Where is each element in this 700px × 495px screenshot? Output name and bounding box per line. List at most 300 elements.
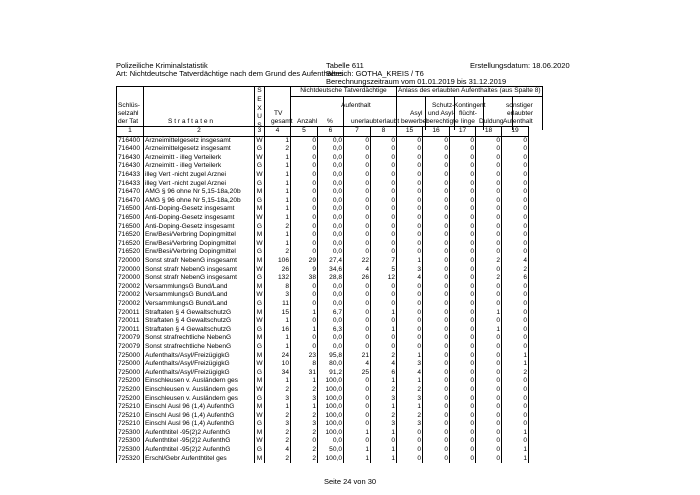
row-schutz: 0 xyxy=(423,214,450,223)
table-row xyxy=(117,180,529,189)
column-index: 7 xyxy=(344,127,371,137)
row-sonstiger: 0 xyxy=(502,180,529,189)
row-count: 0 xyxy=(291,343,318,352)
row-count: 0 xyxy=(291,231,318,240)
row-tv-total: 16 xyxy=(265,326,291,335)
row-asyl: 0 xyxy=(397,429,423,438)
row-offense: AMG § 96 ohne Nr 5,15-18a,20b xyxy=(144,197,255,206)
row-tv-total: 1 xyxy=(265,154,291,163)
row-offense: VersammlungsG Bund/Land xyxy=(144,283,255,292)
row-duldung: 0 xyxy=(476,205,502,214)
row-count: 0 xyxy=(291,197,318,206)
row-duldung: 0 xyxy=(476,437,502,446)
row-unerlaubt: 0 xyxy=(344,154,371,163)
table-row xyxy=(117,257,529,266)
row-erlaubt: 0 xyxy=(371,231,397,240)
row-percent: 100,0 xyxy=(318,394,344,403)
row-percent: 95,8 xyxy=(318,351,344,360)
row-unerlaubt: 0 xyxy=(344,205,371,214)
row-tv-total: 1 xyxy=(265,214,291,223)
row-kontingent: 0 xyxy=(450,455,476,464)
row-sex: G xyxy=(255,369,265,378)
row-sex: G xyxy=(255,180,265,189)
row-duldung: 0 xyxy=(476,171,502,180)
row-sonstiger: 0 xyxy=(502,248,529,257)
row-sonstiger: 0 xyxy=(502,300,529,309)
table-row xyxy=(117,326,529,335)
row-unerlaubt: 0 xyxy=(344,308,371,317)
row-tv-total: 2 xyxy=(265,455,291,464)
row-asyl: 0 xyxy=(397,437,423,446)
row-sex: G xyxy=(255,300,265,309)
row-asyl: 0 xyxy=(397,188,423,197)
col-asyl-label-2: bewerber xyxy=(401,118,429,125)
row-sonstiger: 0 xyxy=(502,377,529,386)
row-kontingent: 0 xyxy=(450,205,476,214)
row-unerlaubt: 26 xyxy=(344,274,371,283)
row-unerlaubt: 4 xyxy=(344,360,371,369)
row-erlaubt: 0 xyxy=(371,145,397,154)
row-unerlaubt: 0 xyxy=(344,223,371,232)
col-asyl-label-1: Asyl xyxy=(410,110,423,117)
row-erlaubt: 3 xyxy=(371,394,397,403)
row-erlaubt: 0 xyxy=(371,437,397,446)
row-schutz: 0 xyxy=(423,197,450,206)
col-offense-label: S t r a f t a t e n xyxy=(168,118,214,125)
row-unerlaubt: 0 xyxy=(344,437,371,446)
row-unerlaubt: 4 xyxy=(344,266,371,275)
row-schutz: 0 xyxy=(423,455,450,464)
row-asyl: 1 xyxy=(397,351,423,360)
row-percent: 0,0 xyxy=(318,154,344,163)
row-asyl: 0 xyxy=(397,154,423,163)
row-key: 716470 xyxy=(117,188,144,197)
row-erlaubt: 5 xyxy=(371,266,397,275)
row-offense: Aufenthtitel -95(2)2 AufenthG xyxy=(144,429,255,438)
row-tv-total: 132 xyxy=(265,274,291,283)
row-duldung: 0 xyxy=(476,266,502,275)
row-sex: M xyxy=(255,455,265,464)
row-asyl: 0 xyxy=(397,231,423,240)
row-percent: 0,0 xyxy=(318,291,344,300)
row-count: 9 xyxy=(291,266,318,275)
row-erlaubt: 0 xyxy=(371,343,397,352)
row-duldung: 0 xyxy=(476,351,502,360)
row-duldung: 0 xyxy=(476,369,502,378)
row-key: 720011 xyxy=(117,326,144,335)
row-count: 0 xyxy=(291,334,318,343)
row-sex: M xyxy=(255,308,265,317)
row-duldung: 0 xyxy=(476,334,502,343)
row-percent: 0,0 xyxy=(318,162,344,171)
row-sonstiger: 0 xyxy=(502,145,529,154)
row-duldung: 0 xyxy=(476,360,502,369)
row-unerlaubt: 0 xyxy=(344,377,371,386)
row-duldung: 2 xyxy=(476,274,502,283)
col-kontingent-label-3: linge xyxy=(461,118,475,125)
row-tv-total: 3 xyxy=(265,291,291,300)
row-unerlaubt: 0 xyxy=(344,403,371,412)
row-sonstiger: 0 xyxy=(502,136,529,145)
row-sonstiger: 0 xyxy=(502,197,529,206)
row-offense: Arzneimitt - illeg Verteilerk xyxy=(144,162,255,171)
row-percent: 0,0 xyxy=(318,248,344,257)
row-unerlaubt: 0 xyxy=(344,214,371,223)
row-duldung: 0 xyxy=(476,386,502,395)
row-key: 725300 xyxy=(117,437,144,446)
row-duldung: 0 xyxy=(476,394,502,403)
row-kontingent: 0 xyxy=(450,136,476,145)
row-count: 2 xyxy=(291,455,318,464)
row-sonstiger: 0 xyxy=(502,205,529,214)
row-sex: W xyxy=(256,239,263,247)
table-row xyxy=(117,377,529,386)
row-offense: VersammlungsG Bund/Land xyxy=(144,291,255,300)
row-count: 0 xyxy=(291,317,318,326)
row-duldung: 0 xyxy=(476,197,502,206)
table-row xyxy=(117,343,529,352)
row-asyl: 3 xyxy=(397,394,423,403)
col-sonstiger-label-1: sonstiger xyxy=(506,102,533,109)
row-count: 0 xyxy=(291,205,318,214)
row-kontingent: 0 xyxy=(450,317,476,326)
row-offense: Straftaten § 4 GewaltschutzG xyxy=(144,308,255,317)
table-row xyxy=(117,136,529,145)
row-count: 8 xyxy=(291,360,318,369)
row-tv-total: 1 xyxy=(265,403,291,412)
row-schutz: 0 xyxy=(423,145,450,154)
row-unerlaubt: 0 xyxy=(344,136,371,145)
row-erlaubt: 2 xyxy=(371,386,397,395)
row-tv-total: 8 xyxy=(265,283,291,292)
row-offense: Aufenthalts/Asyl/FreizügigkG xyxy=(144,369,255,378)
row-asyl: 0 xyxy=(397,317,423,326)
row-duldung: 0 xyxy=(476,231,502,240)
column-index: 8 xyxy=(371,127,397,137)
row-schutz: 0 xyxy=(423,317,450,326)
row-sonstiger: 0 xyxy=(502,386,529,395)
row-sonstiger: 1 xyxy=(502,429,529,438)
row-kontingent: 0 xyxy=(450,403,476,412)
area-label: Bereich: GOTHA_KREIS / T6 xyxy=(326,69,424,78)
table-row xyxy=(117,386,529,395)
row-sex: M xyxy=(255,377,265,386)
row-count: 0 xyxy=(291,136,318,145)
row-duldung: 0 xyxy=(476,214,502,223)
row-erlaubt: 1 xyxy=(371,455,397,464)
report-title: Polizeiliche Kriminalstatistik xyxy=(116,61,208,70)
col-kontingent-label-1: Kontingent xyxy=(454,102,486,109)
row-unerlaubt: 0 xyxy=(344,180,371,189)
row-asyl: 2 xyxy=(397,386,423,395)
row-sex: W xyxy=(256,265,263,273)
row-schutz: 0 xyxy=(423,154,450,163)
row-key: 725300 xyxy=(117,446,144,455)
row-percent: 0,0 xyxy=(318,145,344,154)
row-percent: 0,0 xyxy=(318,343,344,352)
row-tv-total: 34 xyxy=(265,369,291,378)
row-key: 716433 xyxy=(117,171,144,180)
row-sonstiger: 1 xyxy=(502,351,529,360)
row-erlaubt: 7 xyxy=(371,257,397,266)
row-offense: Aufenthtitel -95(2)2 AufenthG xyxy=(144,446,255,455)
col-sonstiger-label-2: erlaubter xyxy=(507,110,534,117)
row-schutz: 0 xyxy=(423,394,450,403)
row-sonstiger: 2 xyxy=(502,369,529,378)
row-schutz: 0 xyxy=(423,334,450,343)
row-erlaubt: 0 xyxy=(371,180,397,189)
row-percent: 0,0 xyxy=(318,205,344,214)
row-offense: Aufenthtitel -95(2)2 AufenthG xyxy=(144,437,255,446)
col-unerlaubt-label: unerlaubt xyxy=(351,118,379,125)
row-count: 0 xyxy=(291,300,318,309)
table-row xyxy=(117,403,529,412)
row-kontingent: 0 xyxy=(450,171,476,180)
row-duldung: 0 xyxy=(476,317,502,326)
row-kontingent: 0 xyxy=(450,300,476,309)
row-sonstiger: 4 xyxy=(502,257,529,266)
row-kontingent: 0 xyxy=(450,369,476,378)
table-row xyxy=(117,291,529,300)
row-kontingent: 0 xyxy=(450,283,476,292)
table-row xyxy=(117,446,529,455)
row-key: 720000 xyxy=(117,266,144,275)
row-erlaubt: 1 xyxy=(371,308,397,317)
row-offense: Straftaten § 4 GewaltschutzG xyxy=(144,326,255,335)
table-row xyxy=(117,197,529,206)
row-count: 1 xyxy=(291,377,318,386)
row-tv-total: 2 xyxy=(265,223,291,232)
row-unerlaubt: 22 xyxy=(344,257,371,266)
row-kontingent: 0 xyxy=(450,446,476,455)
row-percent: 28,8 xyxy=(318,274,344,283)
row-percent: 80,0 xyxy=(318,360,344,369)
row-percent: 0,0 xyxy=(318,214,344,223)
row-count: 38 xyxy=(291,274,318,283)
row-sex: W xyxy=(256,153,263,161)
row-duldung: 1 xyxy=(476,308,502,317)
row-percent: 100,0 xyxy=(318,386,344,395)
table-row xyxy=(117,420,529,429)
table-number: Tabelle 611 xyxy=(326,61,364,70)
col-erlaubt-label: erlaubt xyxy=(379,118,400,125)
row-count: 2 xyxy=(291,446,318,455)
row-schutz: 0 xyxy=(423,231,450,240)
row-kontingent: 0 xyxy=(450,394,476,403)
row-schutz: 0 xyxy=(423,257,450,266)
column-index: 16 xyxy=(423,127,450,137)
row-sex: M xyxy=(255,283,265,292)
row-unerlaubt: 21 xyxy=(344,351,371,360)
col-anzahl-label: Anzahl xyxy=(297,118,318,125)
col-schutz-label-1: Schutz- xyxy=(432,102,455,109)
row-key: 725210 xyxy=(117,403,144,412)
row-schutz: 0 xyxy=(423,223,450,232)
col-kontingent-label-2: flücht- xyxy=(459,110,477,117)
row-schutz: 0 xyxy=(423,266,450,275)
row-sonstiger: 0 xyxy=(502,231,529,240)
row-key: 716500 xyxy=(117,214,144,223)
row-sex: W xyxy=(256,136,263,144)
row-offense: Sonst strafrechtliche NebenG xyxy=(144,334,255,343)
row-sonstiger: 0 xyxy=(502,403,529,412)
data-table xyxy=(116,126,529,463)
row-erlaubt: 0 xyxy=(371,154,397,163)
row-duldung: 0 xyxy=(476,283,502,292)
row-kontingent: 0 xyxy=(450,162,476,171)
row-key: 720079 xyxy=(117,343,144,352)
row-unerlaubt: 0 xyxy=(344,145,371,154)
row-erlaubt: 0 xyxy=(371,248,397,257)
row-tv-total: 26 xyxy=(265,266,291,275)
row-sex: G xyxy=(255,343,265,352)
row-tv-total: 1 xyxy=(265,171,291,180)
row-key: 720002 xyxy=(117,291,144,300)
row-count: 0 xyxy=(291,154,318,163)
row-percent: 0,0 xyxy=(318,317,344,326)
period-label: Berechnungszeitraum vom 01.01.2019 bis 31.12.2019 xyxy=(326,77,507,86)
row-duldung: 0 xyxy=(476,403,502,412)
column-index: 2 xyxy=(144,127,255,137)
table-row xyxy=(117,214,529,223)
row-key: 725320 xyxy=(117,455,144,464)
row-key: 716520 xyxy=(117,231,144,240)
row-percent: 0,0 xyxy=(318,300,344,309)
row-erlaubt: 0 xyxy=(371,334,397,343)
row-percent: 100,0 xyxy=(318,403,344,412)
row-sonstiger: 0 xyxy=(502,394,529,403)
row-sonstiger: 0 xyxy=(502,420,529,429)
table-row xyxy=(117,240,529,249)
page-footer: Seite 24 von 30 xyxy=(323,477,377,486)
row-offense: Straftaten § 4 GewaltschutzG xyxy=(144,317,255,326)
row-count: 0 xyxy=(291,283,318,292)
row-key: 716400 xyxy=(117,145,144,154)
row-tv-total: 2 xyxy=(265,386,291,395)
col-schutz-label-3: berechtigte xyxy=(426,118,459,125)
table-body xyxy=(117,136,529,463)
table-row xyxy=(117,351,529,360)
row-offense: Aufenthalts/Asyl/FreizügigkG xyxy=(144,360,255,369)
row-offense: Arzneimitt - illeg Verteilerk xyxy=(144,154,255,163)
row-duldung: 0 xyxy=(476,136,502,145)
row-sonstiger: 0 xyxy=(502,240,529,249)
column-index: 3 xyxy=(255,127,265,137)
row-unerlaubt: 1 xyxy=(344,446,371,455)
row-kontingent: 0 xyxy=(450,420,476,429)
row-sonstiger: 0 xyxy=(502,188,529,197)
row-sonstiger: 0 xyxy=(502,437,529,446)
row-sex: G xyxy=(255,162,265,171)
row-erlaubt: 6 xyxy=(371,369,397,378)
row-schutz: 0 xyxy=(423,180,450,189)
row-tv-total: 1 xyxy=(265,343,291,352)
column-index: 18 xyxy=(476,127,502,137)
row-key: 720000 xyxy=(117,257,144,266)
row-sonstiger: 0 xyxy=(502,334,529,343)
table-row xyxy=(117,274,529,283)
row-count: 0 xyxy=(291,188,318,197)
row-unerlaubt: 0 xyxy=(344,343,371,352)
row-erlaubt: 0 xyxy=(371,223,397,232)
row-key: 725000 xyxy=(117,360,144,369)
row-unerlaubt: 0 xyxy=(344,420,371,429)
row-percent: 0,0 xyxy=(318,188,344,197)
row-kontingent: 0 xyxy=(450,334,476,343)
row-count: 31 xyxy=(291,369,318,378)
table-row xyxy=(117,429,529,438)
row-sonstiger: 0 xyxy=(502,326,529,335)
row-count: 1 xyxy=(291,308,318,317)
row-percent: 34,6 xyxy=(318,266,344,275)
row-tv-total: 2 xyxy=(265,429,291,438)
column-index: 15 xyxy=(397,127,423,137)
row-erlaubt: 1 xyxy=(371,326,397,335)
row-erlaubt: 1 xyxy=(371,403,397,412)
row-schutz: 0 xyxy=(423,386,450,395)
row-kontingent: 0 xyxy=(450,386,476,395)
row-asyl: 0 xyxy=(397,326,423,335)
row-asyl: 0 xyxy=(397,446,423,455)
row-count: 0 xyxy=(291,145,318,154)
row-erlaubt: 0 xyxy=(371,188,397,197)
row-duldung: 0 xyxy=(476,446,502,455)
row-key: 720000 xyxy=(117,274,144,283)
row-key: 725000 xyxy=(117,369,144,378)
row-offense: Sonst strafrechtliche NebenG xyxy=(144,343,255,352)
row-erlaubt: 0 xyxy=(371,240,397,249)
row-schutz: 0 xyxy=(423,291,450,300)
row-erlaubt: 2 xyxy=(371,412,397,421)
row-unerlaubt: 0 xyxy=(344,197,371,206)
row-sex: G xyxy=(255,394,265,403)
row-percent: 0,0 xyxy=(318,231,344,240)
row-count: 0 xyxy=(291,291,318,300)
row-kontingent: 0 xyxy=(450,308,476,317)
row-unerlaubt: 0 xyxy=(344,334,371,343)
row-kontingent: 0 xyxy=(450,240,476,249)
row-offense: illeg Vert -nicht zugel Arznei xyxy=(144,171,255,180)
row-kontingent: 0 xyxy=(450,145,476,154)
row-sex: G xyxy=(255,248,265,257)
row-asyl: 0 xyxy=(397,283,423,292)
row-asyl: 1 xyxy=(397,257,423,266)
row-tv-total: 11 xyxy=(265,300,291,309)
row-sonstiger: 0 xyxy=(502,412,529,421)
row-unerlaubt: 0 xyxy=(344,162,371,171)
row-count: 0 xyxy=(291,162,318,171)
row-asyl: 0 xyxy=(397,214,423,223)
row-tv-total: 2 xyxy=(265,145,291,154)
row-schutz: 0 xyxy=(423,136,450,145)
row-duldung: 0 xyxy=(476,248,502,257)
row-duldung: 0 xyxy=(476,188,502,197)
row-unerlaubt: 0 xyxy=(344,171,371,180)
row-unerlaubt: 0 xyxy=(344,317,371,326)
row-schutz: 0 xyxy=(423,188,450,197)
row-sex: G xyxy=(255,274,265,283)
column-index: 6 xyxy=(318,127,344,137)
row-sonstiger: 6 xyxy=(502,274,529,283)
row-asyl: 0 xyxy=(397,145,423,154)
row-tv-total: 1 xyxy=(265,317,291,326)
row-kontingent: 0 xyxy=(450,429,476,438)
row-percent: 0,0 xyxy=(318,171,344,180)
row-tv-total: 1 xyxy=(265,136,291,145)
row-asyl: 1 xyxy=(397,377,423,386)
row-unerlaubt: 0 xyxy=(344,231,371,240)
row-kontingent: 0 xyxy=(450,377,476,386)
